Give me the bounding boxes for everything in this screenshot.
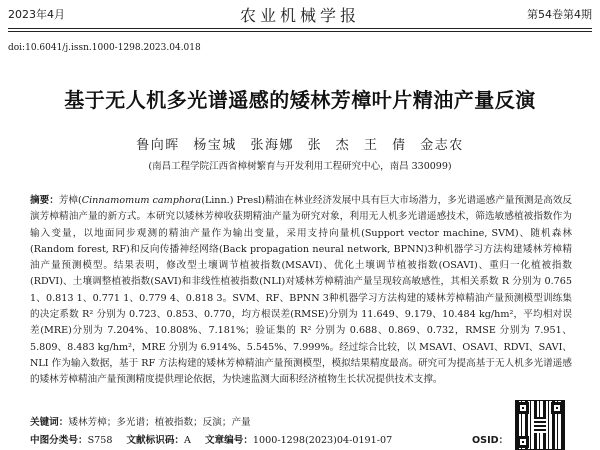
keywords-label: 关键词： [30,417,69,428]
abstract-label: 摘要： [30,195,59,206]
article-id-value: 1000-1298(2023)04-0191-07 [252,435,393,446]
doc-code-value: A [184,435,191,446]
keywords [30,414,251,428]
paper-title: 基于无人机多光谱遥感的矮林芳樟叶片精油产量反演 [64,88,536,112]
journal-issue: 第54卷第4期 [527,8,592,21]
clc-label: 中图分类号： [30,435,88,446]
clc-value: S758 [87,435,113,446]
abstract-text-part2: (Linn.) Presl)精油在林业经济发展中具有巨大市场潜力，多光谱遥感产量预测是高效反演芳樟精油产量的新方式。本研究以矮林芳樟收获期精油产量为研究对象，利用无人机多光谱遥感技术，筛选敏感植被指数作为输入变量，以地面同步观测的精油产量作为输出变量，采用支持向量机(Support vector machine, SVM)、随机森林(Random forest, RF)和反向传播神经网络(Back propagation neural network, BPNN)3种机器学习方法构建矮林芳樟精油产量预测模型。结果表明，修改型土壤调节植被指数(MSAVI)、优化土壤调节植被指数(OSAVI)、重归一化植被指数(RDVI)、土壤调整植被指数(SAVI)和非线性植被指数(NLI)对矮林芳樟精油产量呈现较高敏感性，其相关系数 R 分别为 0.765 1、0.813 1、0.771 1、0.779 4、0.818 3。SVM、RF、BPNN 3种机器学习方法构建的矮林芳樟精油产量预测模型训练集的决定系数 R² 分别为 0.723、0.853、0.770，均方根误差(RMSE)分别为 11.649、9.179、10.484 kg/hm²，平均相对误差(MRE)分别为 7.204%、10.808%、7.181%；验证集的 R² 分别为 0.688、0.869、0.732，RMSE 分别为 7.951、5.809、8.483 kg/hm²，MRE 分别为 6.914%、5.545%、7.999%。经过综合比较，以 MSAVI、OSAVI、RDVI、SAVI、NLI 作为输入数据，基于 RF 方法构建的矮林芳樟精油产量预测模型，模拟结果精度最高。研究可为提高基于无人机多光谱遥感的矮林芳樟精油产量预测精度提供理论依据，为快速监测大面积经济植物生长状况提供技术支撑。 [30,195,573,386]
header-rule-top [8,28,592,29]
article-meta [30,432,392,446]
abstract-text-part1: 芳樟( [58,195,82,206]
affiliation: (南昌工程学院江西省樟树繁育与开发利用工程研究中心，南昌 330099) [148,161,452,172]
author-list: 鲁向晖 杨宝城 张海娜 张 杰 王 倩 金志农 [136,138,464,153]
keywords-text: 矮林芳樟；多光谱；植被指数；反演；产量 [68,417,251,428]
osid-label: OSID： [472,435,509,446]
journal-date: 2023年4月 [8,8,65,21]
abstract [30,193,572,389]
doi-line[interactable]: doi:10.6041/j.issn.1000-1298.2023.04.018 [8,43,201,53]
species-name: Cinnamomum camphora [81,195,202,206]
journal-name: 农业机械学报 [239,6,360,25]
header-rule-bottom [8,31,592,32]
osid-qr-code-icon[interactable] [515,400,565,450]
doc-code-label: 文献标识码： [126,435,185,446]
article-id-label: 文章编号： [204,435,253,446]
